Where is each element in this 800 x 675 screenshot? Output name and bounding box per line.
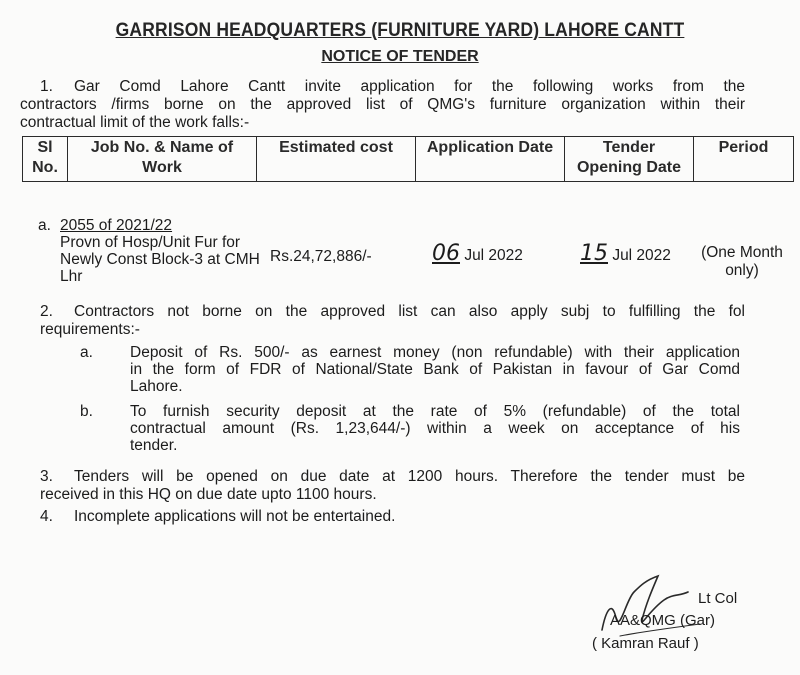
paragraph-1-line-1: Gar Comd Lahore Cantt invite application for the following works from the — [74, 78, 745, 95]
paragraph-number: 1. — [40, 78, 53, 95]
signatory-rank: Lt Col — [698, 590, 738, 607]
paragraph-3-line-2: received in this HQ on due date upto 1100 hours. — [40, 486, 377, 503]
opening-month-year: Jul 2022 — [612, 247, 671, 264]
paragraph-4-text: Incomplete applications will not be entertained. — [74, 508, 396, 525]
paragraph-number: 4. — [40, 508, 53, 525]
sub-item-b-line-1: To furnish security deposit at the rate of 5% (refundable) of the total — [130, 403, 740, 420]
sub-item-b-label: b. — [80, 403, 93, 420]
signature-block — [580, 590, 770, 670]
sub-item-a-line-1: Deposit of Rs. 500/- as earnest money (non refundable) with their application — [130, 344, 740, 361]
row-a-job-name: Provn of Hosp/Unit Fur for Newly Const Block-3 at CMH Lhr — [60, 234, 260, 285]
header-job: Job No. & Name of Work — [68, 137, 257, 182]
sub-item-a-line-3: Lahore. — [130, 378, 183, 395]
header-estimated-cost: Estimated cost — [257, 137, 416, 182]
row-a-period: (One Month only) — [701, 244, 783, 279]
sub-item-a-label: a. — [80, 344, 93, 361]
paragraph-3 — [40, 468, 745, 504]
header-application-date: Application Date — [416, 137, 565, 182]
sub-item-b-line-3: tender. — [130, 437, 178, 454]
paragraph-4 — [40, 508, 745, 526]
header-sl-no: Sl No. — [23, 137, 68, 182]
signatory-name: ( Kamran Rauf ) — [592, 635, 699, 652]
sub-item-a-text — [130, 344, 740, 395]
signatory-appointment: AA&QMG (Gar) — [610, 612, 716, 629]
header-period: Period — [694, 137, 794, 182]
paragraph-2-line-1: Contractors not borne on the approved list can also apply subj to fulfilling the fol — [74, 303, 745, 320]
row-a-estimated-cost: Rs.24,72,886/- — [270, 248, 372, 265]
paragraph-1 — [20, 78, 745, 132]
paragraph-2-line-2: requirements:- — [40, 321, 140, 338]
paragraph-1-line-3: contractual limit of the work falls:- — [20, 114, 250, 131]
tender-table — [22, 136, 794, 182]
sub-item-a-line-2: in the form of FDR of National/State Bank of Pakistan in favour of Gar Comd — [130, 361, 740, 378]
row-a-application-date — [432, 241, 523, 266]
paragraph-2 — [40, 303, 745, 339]
row-a-opening-date — [580, 241, 671, 266]
table-header-row — [23, 137, 794, 182]
row-a-job — [60, 217, 270, 285]
sub-item-b-line-2: contractual amount (Rs. 1,23,644/-) within a week on acceptance of his — [130, 420, 740, 437]
paragraph-number: 2. — [40, 303, 53, 320]
application-month-year: Jul 2022 — [464, 247, 523, 264]
header-tender-opening-date: Tender Opening Date — [565, 137, 694, 182]
row-a-job-number: 2055 of 2021/22 — [60, 217, 173, 234]
sub-item-b-text — [130, 403, 740, 454]
paragraph-1-line-2: contractors /firms borne on the approved list of QMG's furniture organization within their — [20, 96, 745, 113]
document-title: GARRISON HEADQUARTERS (FURNITURE YARD) LAHORE CANTT — [115, 20, 685, 41]
paragraph-3-line-1: Tenders will be opened on due date at 1200 hours. Therefore the tender must be — [74, 468, 745, 485]
paragraph-number: 3. — [40, 468, 53, 485]
row-a-label: a. — [38, 217, 51, 234]
opening-day-handwritten: 15 — [580, 241, 608, 266]
application-day-handwritten: 06 — [432, 241, 460, 266]
document-subtitle: NOTICE OF TENDER — [321, 48, 479, 65]
